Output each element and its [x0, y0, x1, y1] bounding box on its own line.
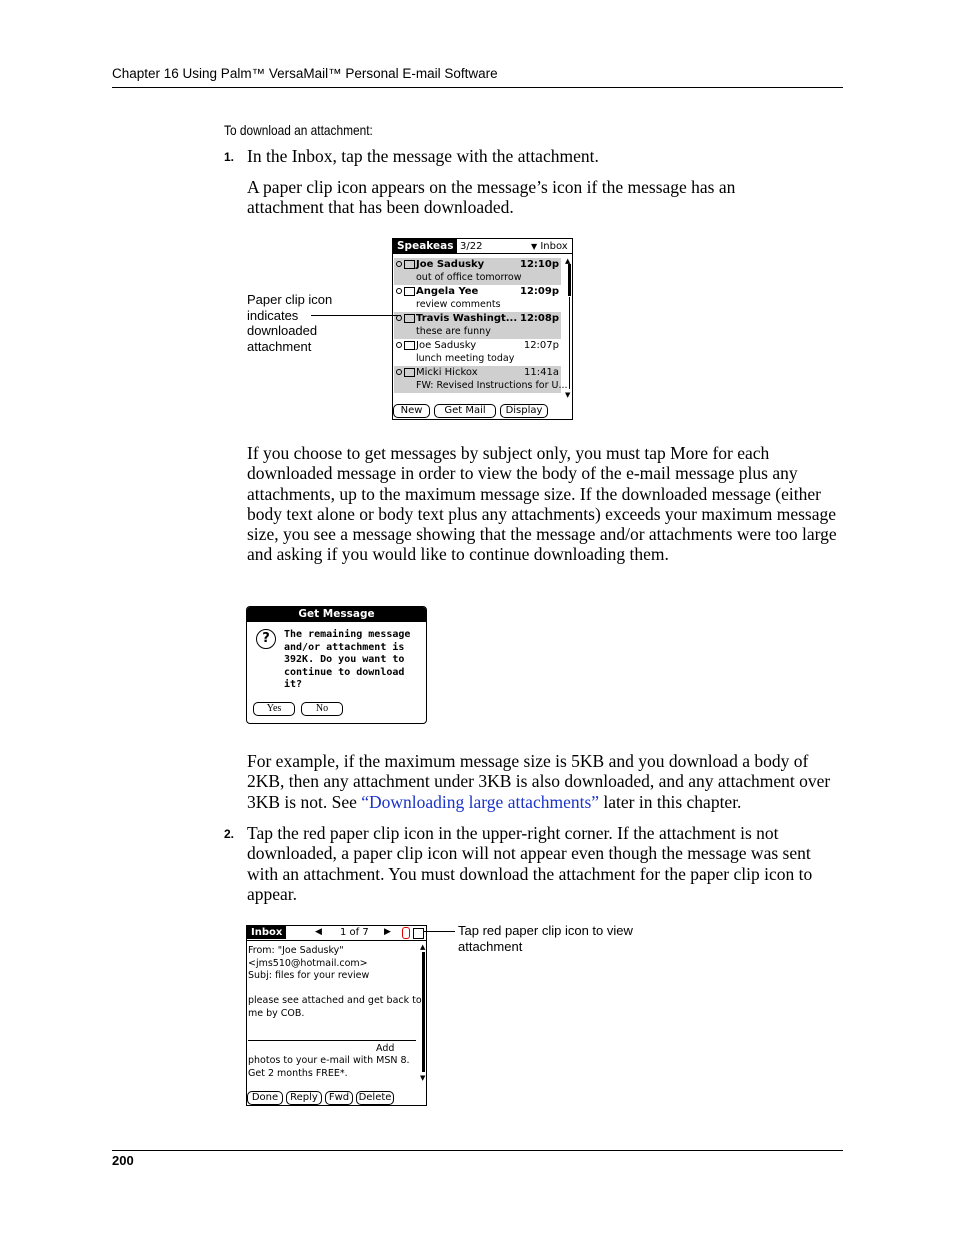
message-scroll-down-icon[interactable]: ▼ — [420, 1074, 426, 1082]
dialog-title: Get Message — [247, 607, 426, 622]
done-button[interactable]: Done — [247, 1091, 283, 1105]
account-title: Speakeas — [393, 239, 457, 253]
get-mail-button[interactable]: Get Mail — [434, 404, 496, 418]
message-row[interactable] — [394, 339, 561, 366]
example-text-after: later in this chapter. — [599, 791, 742, 812]
ad-line-2: Get 2 months FREE*. — [248, 1067, 348, 1079]
step-2-text: Tap the red paper clip icon in the upper-right corner. If the attachment is not downloaded, a paper clip icon will not appear even though the message was sent with an attachment. You must download the attachment for the paper clip icon to appear. — [247, 823, 813, 904]
body-line-2: me by COB. — [248, 1007, 305, 1019]
downloading-large-attachments-link[interactable]: “Downloading large attachments” — [361, 791, 600, 812]
body-line-1: please see attached and get back to — [248, 995, 422, 1006]
message-header — [248, 945, 369, 983]
message-time: 12:10p — [520, 259, 559, 270]
reply-button[interactable]: Reply — [286, 1091, 322, 1105]
step-1-number: 1. — [224, 150, 235, 164]
message-scroll-up-icon[interactable]: ▲ — [420, 943, 426, 951]
running-header: Chapter 16 Using Palm™ VersaMail™ Personal E-mail Software — [112, 66, 498, 81]
folder-picker-label: Inbox — [540, 241, 568, 252]
unread-dot-icon — [396, 261, 402, 267]
scroll-down-icon[interactable]: ▼ — [565, 391, 571, 399]
yes-button[interactable]: Yes — [253, 702, 295, 716]
message-subject: review comments — [416, 299, 501, 310]
scroll-up-icon[interactable]: ▲ — [565, 257, 571, 265]
message-subject: out of office tomorrow — [416, 272, 522, 283]
message-position: 1 of 7 — [340, 927, 369, 938]
message-sender: Travis Washingt... — [416, 313, 518, 324]
red-clip-callout: Tap red paper clip icon to view attachment — [458, 923, 633, 954]
message-time: 12:07p — [523, 340, 559, 351]
message-subject: FW: Revised Instructions for U... — [416, 380, 568, 391]
message-row[interactable] — [394, 285, 561, 312]
display-button[interactable]: Display — [500, 404, 548, 418]
folder-picker[interactable] — [531, 241, 568, 252]
header-rule — [112, 87, 843, 88]
get-message-dialog — [246, 606, 427, 724]
scrollbar-thumb[interactable] — [568, 264, 571, 296]
message-time: 11:41a — [524, 367, 559, 378]
example-text-before: For example, if the maximum message size is 5KB and you download a body of 2KB, then any attachment under 3KB is also downloaded, and any attachment over 3KB is not. See — [247, 751, 831, 812]
message-subject: these are funny — [416, 326, 491, 337]
from-line: From: "Joe Sadusky" — [248, 945, 344, 956]
envelope-icon — [404, 341, 415, 350]
message-sender: Micki Hickox — [416, 367, 478, 378]
unread-dot-icon — [396, 369, 402, 375]
unread-dot-icon — [396, 342, 402, 348]
message-sender: Joe Sadusky — [416, 340, 477, 351]
procedure-title: To download an attachment: — [224, 122, 373, 138]
from-address: <jms510@hotmail.com> — [248, 957, 368, 969]
envelope-icon — [404, 287, 415, 296]
fwd-button[interactable]: Fwd — [325, 1091, 353, 1105]
inbox-date: 3/22 — [460, 241, 483, 252]
ad-add: Add — [376, 1043, 395, 1054]
prev-message-icon[interactable]: ◀ — [315, 927, 322, 937]
new-button[interactable]: New — [393, 404, 430, 418]
message-time: 12:08p — [520, 313, 559, 324]
message-sender: Angela Yee — [416, 286, 479, 297]
chevron-down-icon: ▼ — [531, 242, 538, 251]
example-paragraph — [247, 751, 842, 812]
signature-divider — [248, 1040, 416, 1041]
message-sender: Joe Sadusky — [416, 259, 485, 270]
callout-leader — [311, 315, 401, 316]
paper-clip-callout: Paper clip icon indicates downloaded attachment — [247, 292, 333, 354]
ad-text — [248, 1055, 410, 1080]
delete-button[interactable]: Delete — [356, 1091, 394, 1105]
envelope-icon — [404, 368, 415, 377]
step-2-number: 2. — [224, 827, 235, 841]
scrollbar-track[interactable] — [569, 297, 570, 389]
next-message-icon[interactable]: ▶ — [384, 927, 391, 937]
subject-only-paragraph: If you choose to get messages by subject only, you must tap More for each downloaded message in order to view the body of the e-mail message plus any attachments, up to the maximum message size. If the downloaded message (either body text alone or body text plus any attachments) exceeds your maximum message size, you see a message showing that the message and/or attachments were too large and asking if you would like to continue downloading them. — [247, 443, 837, 565]
page-number: 200 — [112, 1153, 134, 1168]
message-folder-title: Inbox — [247, 926, 286, 939]
message-row[interactable] — [394, 312, 561, 339]
message-screen — [246, 925, 427, 1106]
ad-line-1: photos to your e-mail with MSN 8. — [248, 1055, 410, 1066]
red-paper-clip-icon[interactable] — [402, 927, 410, 939]
question-icon: ? — [256, 629, 276, 649]
envelope-icon — [404, 260, 415, 269]
message-row[interactable] — [394, 258, 561, 285]
message-scrollbar[interactable] — [422, 952, 425, 1072]
message-body — [248, 995, 422, 1020]
menu-icon[interactable] — [413, 928, 424, 939]
subject-line: Subj: files for your review — [248, 970, 370, 981]
no-button[interactable]: No — [301, 702, 343, 716]
message-subject: lunch meeting today — [416, 353, 515, 364]
step-1-text: In the Inbox, tap the message with the attachment. — [247, 146, 599, 166]
footer-rule — [112, 1150, 843, 1151]
paper-clip-envelope-icon — [404, 314, 415, 323]
message-row[interactable] — [394, 366, 568, 393]
inbox-screen — [392, 238, 573, 420]
step-1-detail: A paper clip icon appears on the message’s icon if the message has an attachment that has been downloaded. — [247, 177, 736, 218]
unread-dot-icon — [396, 288, 402, 294]
dialog-message: The remaining message and/or attachment is 392K. Do you want to continue to download it? — [284, 629, 411, 690]
message-time: 12:09p — [520, 286, 559, 297]
red-clip-callout-leader — [423, 931, 455, 932]
